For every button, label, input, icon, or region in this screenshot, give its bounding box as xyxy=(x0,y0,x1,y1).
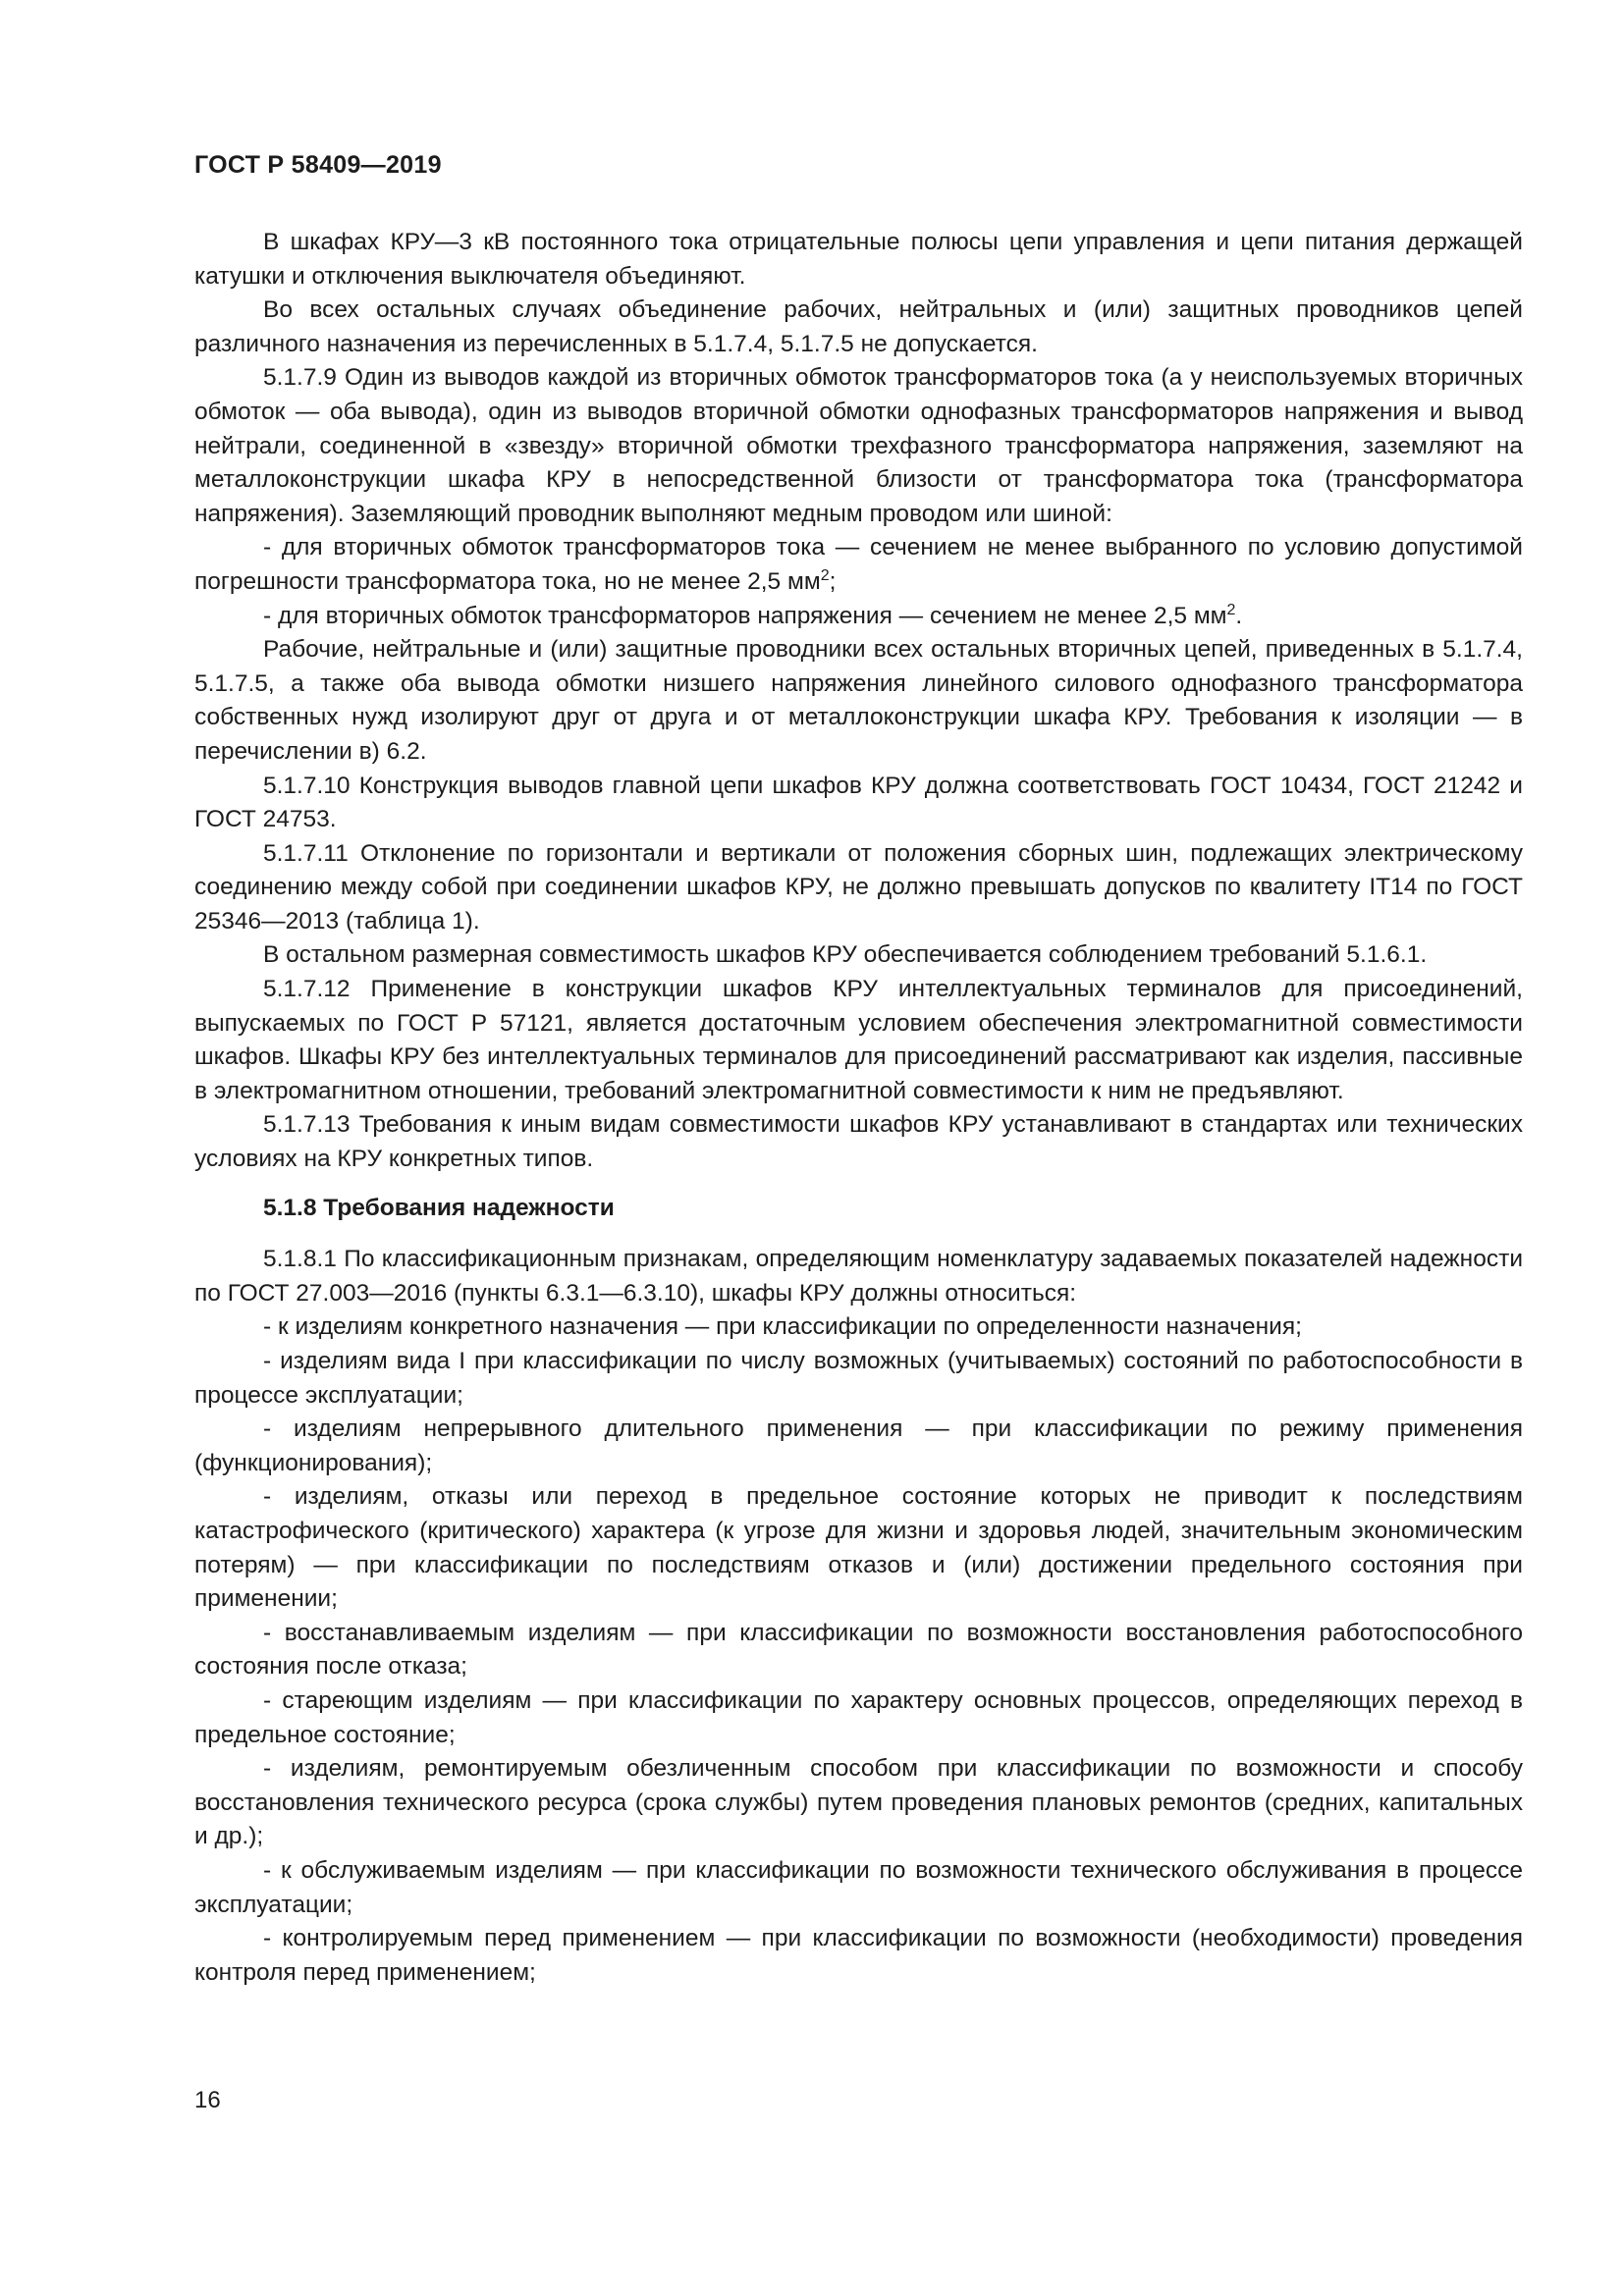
paragraph: В шкафах КРУ—3 кВ постоянного тока отрицательные полюсы цепи управления и цепи питания держащей катушки и отключения выключателя объединяют. xyxy=(194,229,1523,290)
list-item: - изделиям, отказы или переход в предельное состояние которых не приводит к последствиям катастрофического (критического) характера (к угрозе для жизни и здоровья людей, значительным экономическим потерям) — при классификации по последствиям отказов и (или) достижении предельного состояния при применении; xyxy=(194,1483,1523,1613)
section-heading: 5.1.8 Требования надежности xyxy=(263,1194,615,1221)
list-item: - к изделиям конкретного назначения — при классификации по определенности назначения; xyxy=(263,1313,1302,1341)
list-item-text: - для вторичных обмоток трансформаторов тока — сечением не менее выбранного по условию допустимой погрешности трансформатора тока, но не менее 2,5 мм xyxy=(194,534,1523,595)
superscript: 2 xyxy=(820,566,830,584)
paragraph: 5.1.7.13 Требования к иным видам совместимости шкафов КРУ устанавливают в стандартах или технических условиях на КРУ конкретных типов. xyxy=(194,1111,1523,1173)
paragraph: 5.1.8.1 По классификационным признакам, определяющим номенклатуру задаваемых показателей надежности по ГОСТ 27.003—2016 (пункты 6.3.1—6.3.10), шкафы КРУ должны относиться: xyxy=(194,1246,1523,1307)
paragraph: 5.1.7.11 Отклонение по горизонтали и вертикали от положения сборных шин, подлежащих электрическому соединению между собой при соединении шкафов КРУ, не должно превышать допусков по квалитету IT14 по ГОСТ 25346—2013 (таблица 1). xyxy=(194,839,1523,934)
paragraph: 5.1.7.10 Конструкция выводов главной цепи шкафов КРУ должна соответствовать ГОСТ 10434, ГОСТ 21242 и ГОСТ 24753. xyxy=(194,772,1523,833)
document-body xyxy=(194,226,1523,1990)
superscript: 2 xyxy=(1226,601,1236,618)
list-item-text: - для вторичных обмоток трансформаторов напряжения — сечением не менее 2,5 мм xyxy=(263,602,1227,629)
punctuation: . xyxy=(1235,602,1243,629)
paragraph: 5.1.7.9 Один из выводов каждой из вторичных обмоток трансформаторов тока (а у неиспользуемых вторичных обмоток — оба вывода), один из выводов вторичной обмотки однофазных трансформаторов напряжения и вывод нейтрали, соединенной в «звезду» вторичной обмотки трехфазного трансформатора напряжения, заземляют на металлоконструкции шкафа КРУ в непосредственной близости от трансформатора тока (трансформатора напряжения). Заземляющий проводник выполняют медным проводом или шиной: xyxy=(194,364,1523,527)
list-item: - изделиям вида I при классификации по числу возможных (учитываемых) состояний по работоспособности в процессе эксплуатации; xyxy=(194,1348,1523,1409)
punctuation: ; xyxy=(829,567,837,595)
list-item: - стареющим изделиям — при классификации по характеру основных процессов, определяющих переход в предельное состояние; xyxy=(194,1686,1523,1748)
list-item: - к обслуживаемым изделиям — при классификации по возможности технического обслуживания в процессе эксплуатации; xyxy=(194,1856,1523,1918)
document-code: ГОСТ Р 58409—2019 xyxy=(194,151,442,179)
page-number: 16 xyxy=(194,2087,221,2113)
paragraph: 5.1.7.12 Применение в конструкции шкафов КРУ интеллектуальных терминалов для присоединений, выпускаемых по ГОСТ Р 57121, является достаточным условием обеспечения электромагнитной совместимости шкафов. Шкафы КРУ без интеллектуальных терминалов для присоединений рассматривают как изделия, пассивные в электромагнитном отношении, требований электромагнитной совместимости к ним не предъявляют. xyxy=(194,976,1523,1104)
list-item xyxy=(194,531,1523,599)
paragraph: Рабочие, нейтральные и (или) защитные проводники всех остальных вторичных цепей, приведенных в 5.1.7.4, 5.1.7.5, а также оба вывода обмотки низшего напряжения линейного силового однофазного трансформатора собственных нужд изолируют друг от друга и от металлоконструкции шкафа КРУ. Требования к изоляции — в перечислении в) 6.2. xyxy=(194,636,1523,765)
list-item xyxy=(194,600,1523,634)
list-item: - изделиям, ремонтируемым обезличенным способом при классификации по возможности и способу восстановления технического ресурса (срока службы) путем проведения плановых ремонтов (средних, капитальных и др.); xyxy=(194,1755,1523,1850)
list-item: - изделиям непрерывного длительного применения — при классификации по режиму применения (функционирования); xyxy=(194,1415,1523,1476)
paragraph: В остальном размерная совместимость шкафов КРУ обеспечивается соблюдением требований 5.1.6.1. xyxy=(263,941,1428,969)
list-item: - контролируемым перед применением — при классификации по возможности (необходимости) проведения контроля перед применением; xyxy=(194,1925,1523,1986)
list-item: - восстанавливаемым изделиям — при классификации по возможности восстановления работоспособного состояния после отказа; xyxy=(194,1619,1523,1681)
paragraph: Во всех остальных случаях объединение рабочих, нейтральных и (или) защитных проводников цепей различного назначения из перечисленных в 5.1.7.4, 5.1.7.5 не допускается. xyxy=(194,296,1523,357)
